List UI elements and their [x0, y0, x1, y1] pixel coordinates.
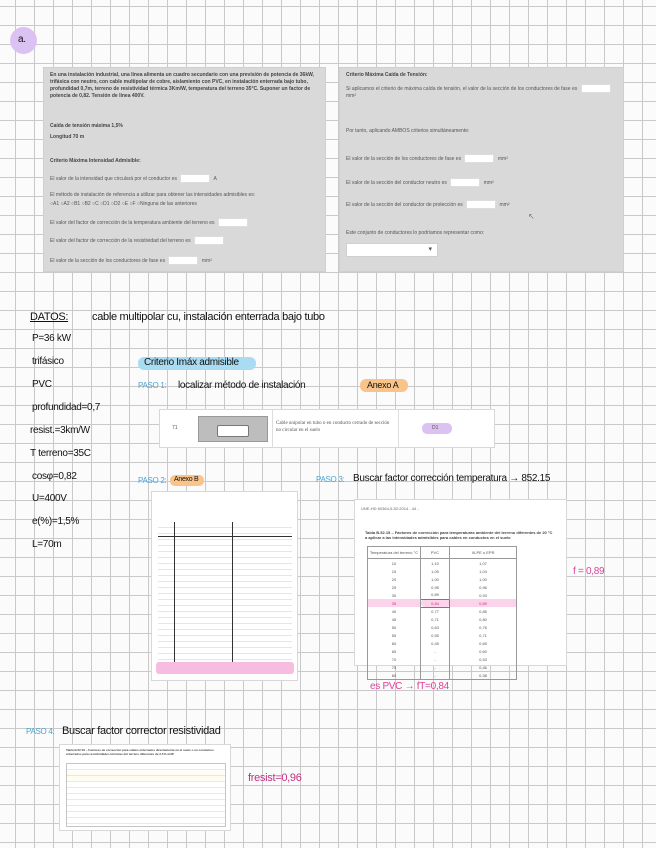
table-row	[368, 575, 517, 583]
temp-factor-table	[367, 546, 517, 680]
table-cell: 1,07	[450, 559, 517, 568]
table-row	[368, 631, 517, 639]
question-current	[50, 174, 217, 183]
table-cell: 0,55	[421, 631, 450, 639]
table-row-highlighted	[368, 599, 517, 607]
datos-header: DATOS:	[30, 311, 69, 323]
table-cell: 65	[368, 647, 421, 655]
question-temp-factor	[50, 218, 250, 227]
table-cell: 0,89	[421, 591, 450, 599]
cable-drawing	[198, 416, 268, 442]
annex-b-table-body	[158, 522, 292, 672]
question-section-unit: mm²	[201, 257, 212, 264]
table-cell: -	[421, 655, 450, 663]
protection-section	[346, 200, 510, 209]
table-cell: 0,46	[450, 663, 517, 671]
table-cell: 15	[368, 567, 421, 575]
paso4-label: PASO 4:	[26, 727, 55, 736]
paso3-text: Buscar factor corrección temperatura → 852.15	[353, 473, 551, 484]
table-cell: -	[421, 663, 450, 671]
paso1-label: PASO 1:	[138, 381, 167, 390]
table-cell: 0,45	[421, 639, 450, 647]
vd-section-field[interactable]	[581, 84, 611, 93]
datos-item: L=70m	[32, 539, 62, 550]
paso4-text: Buscar factor corrector resistividad	[62, 725, 221, 737]
annex-b-col-line	[232, 522, 233, 672]
final-phase-section-text: El valor de la sección de los conductores de fase es	[346, 155, 462, 162]
table-cell: 1,00	[421, 575, 450, 583]
table-cell: 1,10	[421, 559, 450, 568]
temp-col-header: PVC	[421, 547, 450, 559]
table-cell: 0,96	[450, 583, 517, 591]
table-row	[368, 655, 517, 663]
temp-col-header: Temperatura del terreno °C	[368, 547, 421, 559]
anexo-b-label: Anexo B	[174, 476, 199, 483]
current-answer-field[interactable]	[180, 174, 210, 183]
table-row	[368, 663, 517, 671]
table-cell: 0,95	[421, 583, 450, 591]
table-ref: 71	[172, 425, 178, 431]
temp-table-title: Tabla B.52.15 – Factores de corrección para temperaturas ambiente del terreno diferentes de 20 °C a aplicar a las intensidades admisibles para cables en conductos en el suelo	[365, 530, 553, 540]
table-cell: 1,00	[450, 575, 517, 583]
table-cell: 0,80	[450, 615, 517, 623]
table-cell: 75	[368, 663, 421, 671]
question-section-text: El valor de la sección de los conductores de fase es	[50, 257, 166, 264]
neutral-unit: mm²	[483, 179, 494, 186]
table-cell: 0,71	[450, 631, 517, 639]
conduit-shape	[217, 425, 249, 437]
paso2-label: PASO 2:	[138, 476, 167, 485]
table-row	[368, 671, 517, 680]
datos-item: cosφ=0,82	[32, 471, 77, 482]
table-cell: 35	[368, 599, 421, 607]
neutral-section	[346, 178, 494, 187]
temp-factor-field[interactable]	[218, 218, 248, 227]
section-title-imax: Criterio Máxima Intensidad Admisible:	[50, 158, 141, 164]
table-cell: 0,93	[450, 591, 517, 599]
table-cell: 0,60	[450, 647, 517, 655]
table-desc: Cable unipolar en tubo o en conducto cerrado de sección no circular en el suelo	[276, 421, 390, 433]
table-cell: 50	[368, 623, 421, 631]
annex-b-highlight-row	[156, 662, 294, 674]
table-cell: 0,89	[450, 599, 517, 607]
resist-table-body	[66, 763, 226, 827]
table-cell: 55	[368, 631, 421, 639]
question-method: El método de instalación de referencia a utilizar para obtener las intensidades admisibles es:	[50, 192, 256, 198]
table-row	[368, 583, 517, 591]
table-cell: -	[421, 671, 450, 680]
temp-conclusion: es PVC → fT=0,84	[370, 681, 449, 692]
temp-table-header-row	[368, 547, 517, 559]
table-cell: 0,84	[421, 599, 450, 607]
table-cell: 10	[368, 559, 421, 568]
table-cell: 70	[368, 655, 421, 663]
table-row	[368, 639, 517, 647]
table-cell: 1,04	[450, 567, 517, 575]
table-cell: 60	[368, 639, 421, 647]
neutral-field[interactable]	[450, 178, 480, 187]
table-cell: 25	[368, 583, 421, 591]
table-cell: 0,53	[450, 655, 517, 663]
question-temp-factor-text: El valor del factor de corrección de la temperatura ambiente del terreno es	[50, 219, 215, 226]
temp-doc-header: UNE-HD 60364-5-52:2014 - 44 -	[361, 506, 419, 511]
table-cell: 45	[368, 615, 421, 623]
table-row	[368, 615, 517, 623]
table-divider	[272, 410, 273, 447]
table-row	[368, 567, 517, 575]
mouse-cursor-icon: ↖	[528, 212, 535, 221]
datos-item: T terreno=35C	[30, 448, 91, 459]
table-divider	[398, 410, 399, 447]
criterio-label: Criterio Imáx admisible	[144, 357, 239, 368]
table-row	[368, 647, 517, 655]
vd-question-1-text: Si aplicamos el criterio de máxima caída de tensión, el valor de la sección de los conductores de fase es	[346, 85, 578, 92]
table-code: D1	[432, 425, 439, 431]
protection-section-text: El valor de la sección del conductor de protección es	[346, 201, 463, 208]
paso1-text: localizar método de instalación	[178, 380, 306, 391]
resist-result: fresist=0,96	[248, 772, 302, 784]
representation-question: Este conjunto de conductores lo podríamos representar como:	[346, 230, 485, 236]
datos-item: trifásico	[32, 356, 64, 367]
paso3-label: PASO 3:	[316, 475, 345, 484]
length: Longitud 70 m	[50, 134, 85, 140]
table-cell: 0,76	[450, 623, 517, 631]
annex-b-head-line	[158, 536, 292, 537]
datos-description: cable multipolar cu, instalación enterrada bajo tubo	[92, 311, 325, 323]
annex-b-col-line	[174, 522, 175, 672]
max-voltage-drop: Caída de tensión máxima 1,5%	[50, 123, 123, 129]
table-cell: 0,38	[450, 671, 517, 680]
datos-item: P=36 kW	[32, 333, 71, 344]
voltage-drop-panel	[340, 68, 623, 271]
anexo-a-label: Anexo A	[367, 380, 399, 390]
question-resist-factor	[50, 236, 226, 245]
final-phase-field[interactable]	[464, 154, 494, 163]
table-cell: 40	[368, 607, 421, 615]
datos-item: U=400V	[32, 493, 67, 504]
temp-side-note: f = 0,89	[573, 566, 605, 577]
table-cell: 0,85	[450, 607, 517, 615]
table-cell: 30	[368, 591, 421, 599]
resist-factor-field[interactable]	[194, 236, 224, 245]
voltage-drop-title: Criterio Máxima Caída de Tensión:	[346, 72, 428, 78]
datos-item: PVC	[32, 379, 52, 390]
table-row	[368, 591, 517, 599]
table-cell: 0,71	[421, 615, 450, 623]
final-phase-section	[346, 154, 508, 163]
resistivity-factor-table-image	[60, 745, 230, 830]
page-number-label: a.	[18, 34, 26, 45]
resist-table-title: Tabla B.52.16 – Factores de corrección para cables enterrados directamente en el suelo o en conductos enterrados para resistividades térmicas del terreno diferentes de 2,5 K·m/W	[66, 748, 214, 756]
question-current-unit: A	[213, 175, 217, 182]
vd-question-1	[346, 84, 616, 100]
datos-item: resist.=3km/W	[30, 425, 90, 436]
protection-field[interactable]	[466, 200, 496, 209]
table-row	[368, 559, 517, 568]
neutral-section-text: El valor de la sección del conductor neutro es	[346, 179, 447, 186]
final-phase-unit: mm²	[497, 155, 508, 162]
annex-b-table-image	[152, 492, 297, 680]
section-field[interactable]	[168, 256, 198, 265]
table-row	[368, 623, 517, 631]
temperature-factor-table-image	[355, 500, 566, 678]
table-cell: 0,63	[421, 623, 450, 631]
question-current-text: El valor de la intensidad que circulará por el conductor es	[50, 175, 178, 182]
datos-item: profundidad=0,7	[32, 402, 101, 413]
question-section	[50, 256, 212, 265]
vd-question-1-unit: mm²	[346, 93, 356, 99]
chevron-down-icon: ▾	[428, 246, 432, 253]
table-cell: 20	[368, 575, 421, 583]
table-row	[368, 607, 517, 615]
temp-col-header: XLPE o EPR	[450, 547, 517, 559]
method-options[interactable]: ○A1 ○A2 ○B1 ○B2 ○C ○D1 ○D2 ○E ○F ○Ninguna de las anteriores	[50, 201, 197, 207]
table-cell: 0,77	[421, 607, 450, 615]
table-cell: 1,05	[421, 567, 450, 575]
question-resist-factor-text: El valor del factor de corrección de la resistividad del terreno es	[50, 237, 191, 244]
table-cell: -	[421, 647, 450, 655]
both-criteria-text: Por tanto, aplicando AMBOS criterios simultáneamente:	[346, 128, 470, 134]
protection-unit: mm²	[499, 201, 510, 208]
table-cell: 0,65	[450, 639, 517, 647]
table-cell: 80	[368, 671, 421, 680]
datos-item: e(%)=1,5%	[32, 516, 80, 527]
problem-statement-panel	[44, 68, 325, 271]
installation-method-table	[160, 410, 494, 447]
representation-select[interactable]	[346, 243, 438, 257]
problem-intro: En una instalación industrial, una línea alimenta un cuadro secundario con una previsión de potencia de 36kW, trifásica con neutro, con cable multipolar de cobre, aislamiento con PVC, en instalación enterrada bajo tubo, profundidad 0,7m, terreno de resistividad térmica 3Km/W, temperatura del terreno 35°C. Suponer un factor de potencia de 0,82. Tensión de línea 400V.	[50, 72, 314, 99]
